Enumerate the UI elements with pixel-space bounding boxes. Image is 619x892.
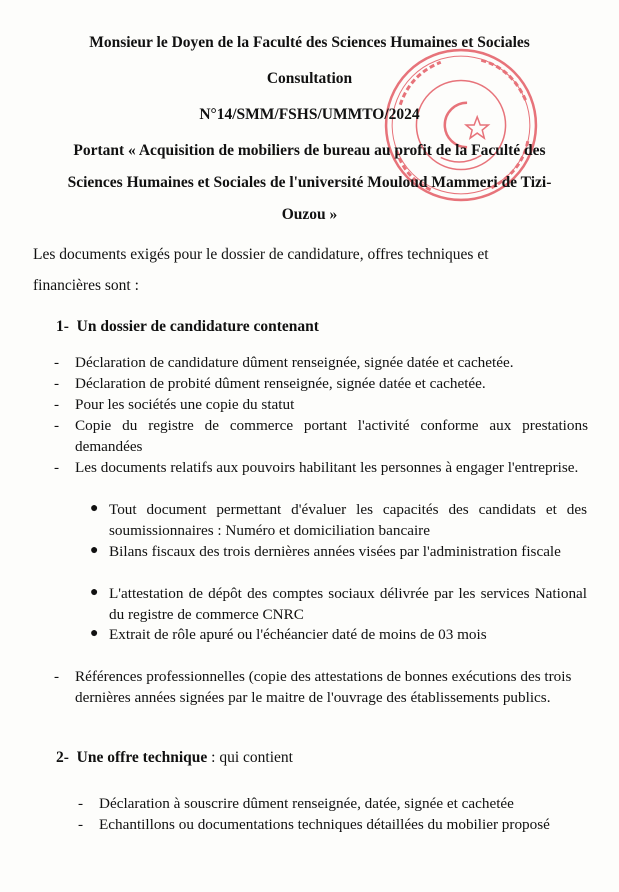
bullet-item: ● Bilans fiscaux des trois dernières années visées par l'administration fiscale: [90, 543, 561, 560]
section1-heading: [56, 318, 319, 336]
section2-title: Une offre technique: [76, 749, 208, 766]
section2-number: 2-: [56, 749, 69, 766]
section1-number: 1-: [56, 318, 69, 335]
bullet-item: ● L'attestation de dépôt des comptes sociaux délivrée par les services National du registre de commerce CNRC: [90, 585, 587, 623]
section2-heading: [56, 749, 293, 767]
header-reference: N°14/SMM/FSHS/UMMTO/2024: [199, 106, 420, 123]
document-page: Monsieur le Doyen de la Faculté des Sciences Humaines et Sociales Consultation N°14/SMM/FSHS/UMMTO/2024 Portant « Acquisition de mobiliers de bureau au profit de la Faculté des Sciences Humaines et Sociales de l'université Mouloud Mammeri de Tizi- Ouzou » Les documents exigés pour le dossier de candidature, offres techniques et financières sont : 1- Un dossier de candidature contenant - Déclaration de candidature dûment renseignée, signée datée et cachetée. - Déclaration de probité dûment renseignée, signée datée et cachetée. - Pour les sociétés une copie du statut - Copie du registre de commerce portant l'activité conforme aux prestations demandées - Les documents relatifs aux pouvoirs habilitant les personnes à engager l'entreprise. ● Tout document permettant d'évaluer les capacités des candidats et des soumissionnaires : Numéro et domiciliation bancaire ● Bilans fiscaux des trois dernières années visées par l'administration fiscale ● L'attestation de dépôt des comptes sociaux délivrée par les services National du registre de commerce CNRC ● Extrait de rôle apuré ou l'échéancier daté de moins de 03 mois - Références professionnelles (copie des attestations de bonnes exécutions des trois dernières années signées par le maitre de l'ouvrage des établissements publics. 2- Une offre technique : qui contient - Déclaration à souscrire dûment renseignée, datée, signée et cachetée - Echantillons ou documentations techniques détaillées du mobilier proposé: [0, 0, 619, 892]
header-subject-line1: Portant « Acquisition de mobiliers de bureau au profit de la Faculté des: [73, 142, 546, 159]
header-recipient: Monsieur le Doyen de la Faculté des Sciences Humaines et Sociales: [89, 34, 530, 51]
list-item: - Copie du registre de commerce portant l'activité conforme aux prestations demandées: [54, 417, 588, 455]
intro-line2: financières sont :: [33, 277, 139, 294]
header-subject-line2: Sciences Humaines et Sociales de l'université Mouloud Mammeri de Tizi-: [67, 174, 552, 191]
header-consultation: Consultation: [266, 70, 353, 87]
section1-title: Un dossier de candidature contenant: [76, 318, 319, 335]
list-item: - Les documents relatifs aux pouvoirs habilitant les personnes à engager l'entreprise.: [54, 459, 579, 476]
section2-title-suffix: : qui contient: [207, 749, 293, 766]
list-item: - Echantillons ou documentations techniques détaillées du mobilier proposé: [78, 816, 550, 833]
intro-line1: Les documents exigés pour le dossier de candidature, offres techniques et: [33, 246, 489, 263]
bullet-item: ● Tout document permettant d'évaluer les capacités des candidats et des soumissionnaires : Numéro et domiciliation bancaire: [90, 501, 587, 539]
list-item: - Références professionnelles (copie des attestations de bonnes exécutions des trois dernières années signées par le maitre de l'ouvrage des établissements publics.: [54, 668, 572, 706]
header-subject-line3: Ouzou »: [281, 206, 338, 223]
